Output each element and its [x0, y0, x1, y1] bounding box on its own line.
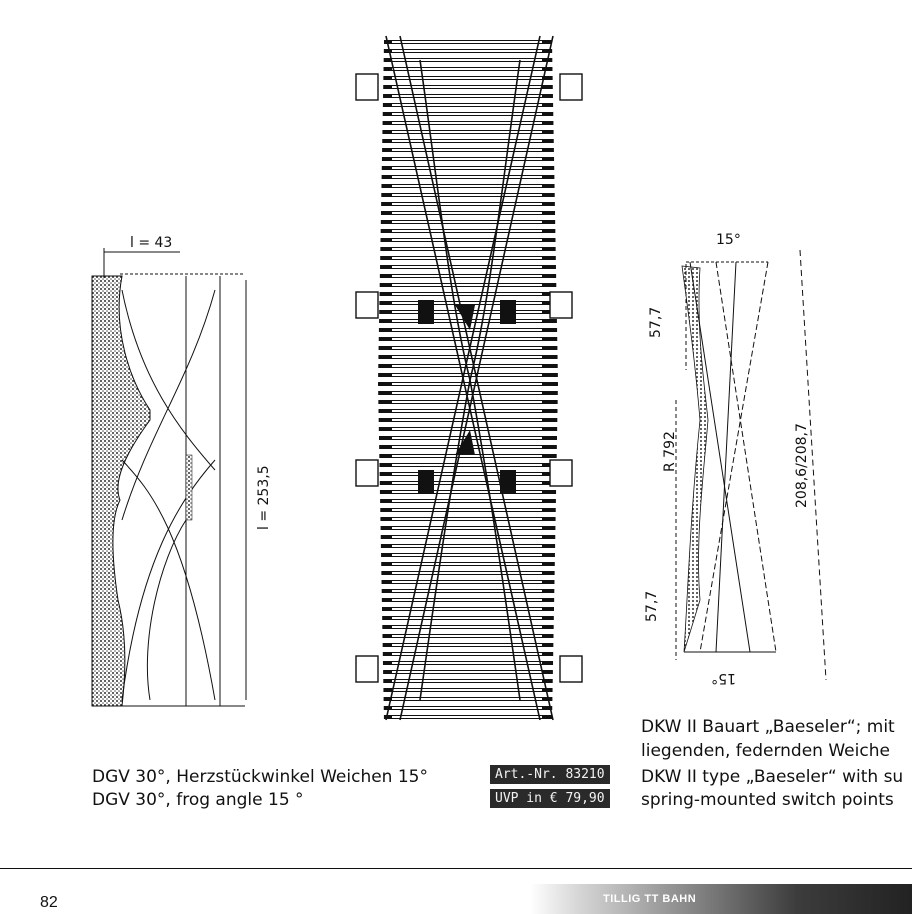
- top-dimension-label: l = 43: [130, 235, 173, 251]
- side-dimension-label: l = 253,5: [256, 465, 272, 530]
- footer-brand-band: [530, 884, 912, 914]
- length-label: 208,6/208,7: [794, 423, 810, 508]
- caption-right-line-3: DKW II type „Baeseler“ with su: [641, 767, 904, 787]
- radius-label: R 792: [662, 431, 678, 472]
- caption-right-line-4: spring-mounted switch points: [641, 790, 894, 810]
- caption-en: DGV 30°, frog angle 15 °: [92, 790, 304, 810]
- brand-logo: TILLIG TT BAHN: [603, 893, 697, 905]
- page-number: 82: [40, 894, 58, 911]
- footer-rule: [0, 868, 912, 869]
- dim-upper-label: 57,7: [648, 306, 664, 338]
- caption-right-line-2: liegenden, federnden Weiche: [641, 741, 890, 761]
- angle-bottom-label: 15°: [711, 670, 736, 686]
- article-number-badge: Art.-Nr. 83210: [490, 765, 610, 784]
- caption-right-line-1: DKW II Bauart „Baeseler“; mit: [641, 717, 895, 737]
- angle-top-label: 15°: [716, 232, 741, 248]
- caption-de: DGV 30°, Herzstückwinkel Weichen 15°: [92, 767, 428, 787]
- dim-lower-label: 57,7: [644, 590, 660, 622]
- price-badge: UVP in € 79,90: [490, 789, 610, 808]
